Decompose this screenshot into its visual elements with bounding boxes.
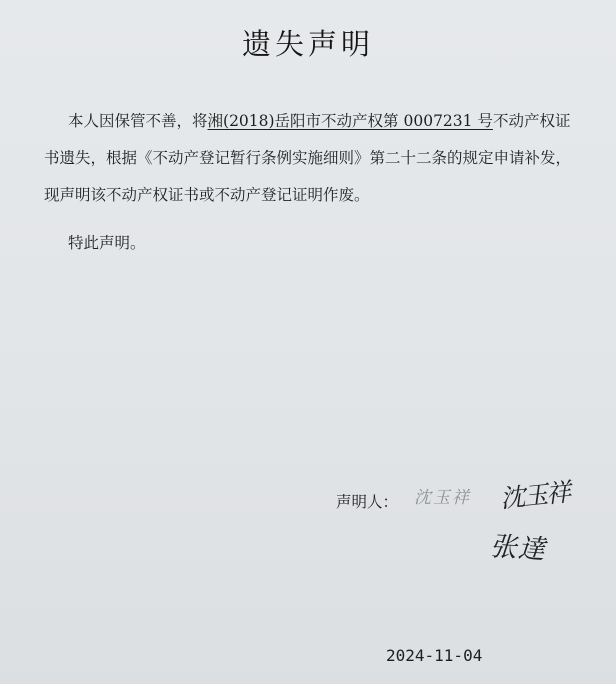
document-date: 2024-11-04 <box>386 646 483 665</box>
signature-handwritten-2: 张達 <box>488 531 547 566</box>
signature-handwritten-1: 沈玉祥 <box>498 477 571 514</box>
declarant-label: 声明人： <box>336 493 399 511</box>
certificate-number: 湘(2018)岳阳市不动产权第 0007231 号 <box>207 112 493 130</box>
document-title: 遗失声明 <box>241 27 374 61</box>
closing-line: 特此声明。 <box>68 234 146 252</box>
statement-rest: 不动产权证书遗失，根据《不动产登记暂行条例实施细则》第二十二条的规定申请补发，现声明该不动产权证书或不动产登记证明作废。 <box>44 112 572 204</box>
statement-intro: 本人因保管不善，将 <box>68 112 208 130</box>
signature-faint: 沈玉祥 <box>414 488 471 508</box>
statement-paragraph <box>44 103 584 214</box>
